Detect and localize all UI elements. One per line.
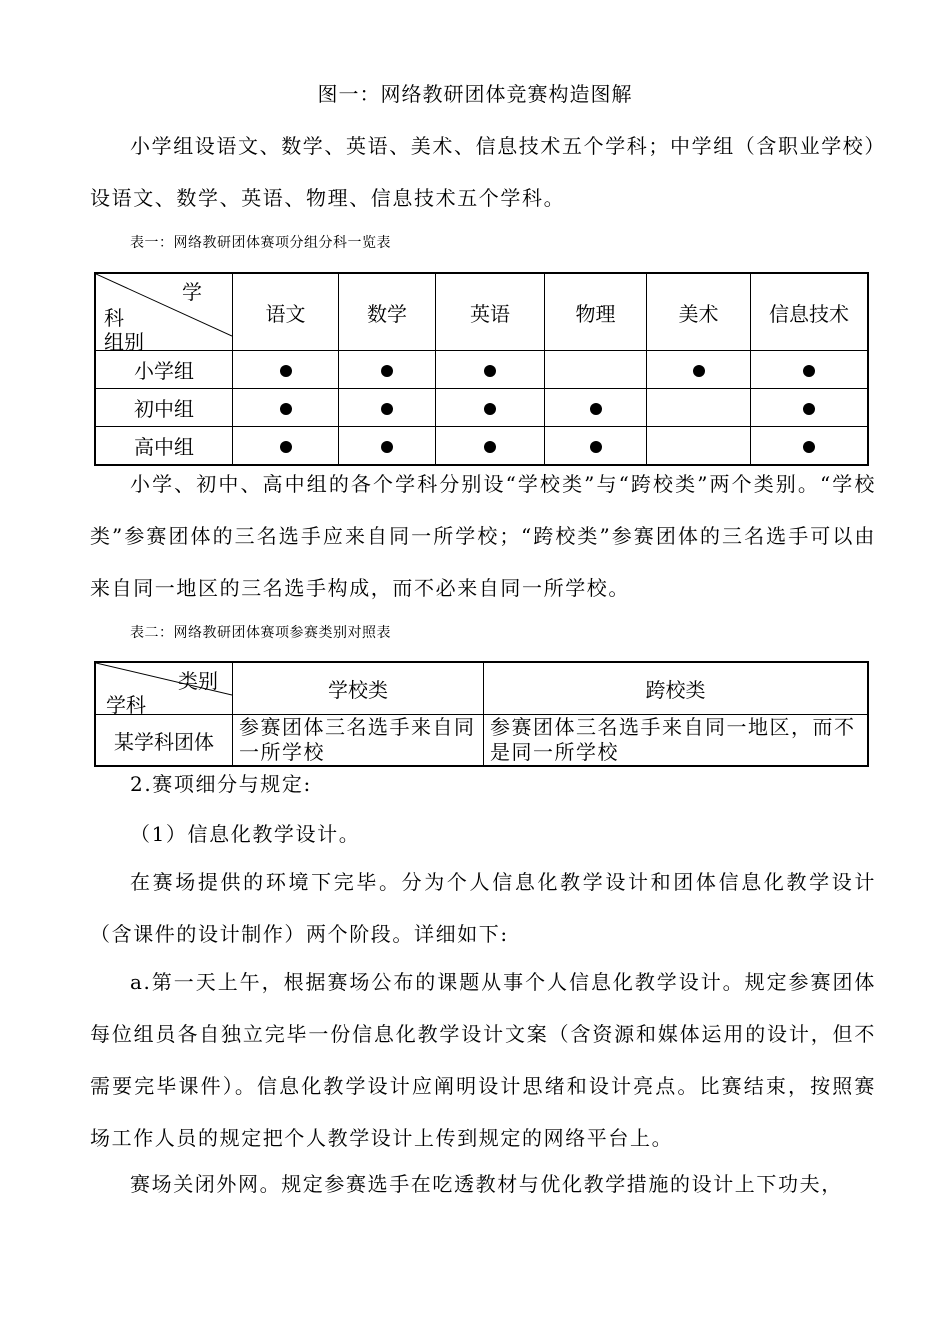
item-heading: （1）信息化教学设计。: [130, 822, 361, 846]
mark-cell: [233, 351, 339, 389]
availability-dot: [590, 441, 602, 453]
row-label: 高中组: [95, 427, 233, 466]
column-header-school: 学校类: [233, 662, 484, 715]
availability-dot: [381, 441, 393, 453]
availability-dot: [803, 441, 815, 453]
mark-cell: [339, 389, 436, 427]
subject-group-table: [94, 272, 869, 466]
column-header: 数学: [339, 273, 436, 351]
availability-dot: [381, 403, 393, 415]
column-header: 美术: [647, 273, 751, 351]
corner-label-subject-top: 学: [182, 280, 202, 304]
column-header-cross-school: 跨校类: [484, 662, 869, 715]
availability-dot: [484, 403, 496, 415]
column-header: 信息技术: [751, 273, 869, 351]
availability-dot: [803, 365, 815, 377]
column-header: 英语: [436, 273, 545, 351]
mark-cell: [545, 389, 647, 427]
mark-cell: [436, 389, 545, 427]
mark-cell: [751, 389, 869, 427]
corner-label-group: 组别: [104, 330, 144, 354]
mark-cell: [436, 351, 545, 389]
design-paragraph: 在赛场提供的环境下完毕。分为个人信息化教学设计和团体信息化教学设计（含课件的设计制作）两个阶段。详细如下:: [90, 870, 876, 946]
availability-dot: [484, 365, 496, 377]
table2-corner-cell: [95, 662, 233, 715]
corner-label-subject-mid: 科: [104, 306, 124, 330]
row-label: 小学组: [95, 351, 233, 389]
figure-title: 图一：网络教研团体竞赛构造图解: [317, 82, 633, 106]
availability-dot: [693, 365, 705, 377]
table-row: [95, 351, 868, 389]
availability-dot: [280, 403, 292, 415]
row-label: 初中组: [95, 389, 233, 427]
mark-cell: [233, 389, 339, 427]
cell-cross-school: 参赛团体三名选手来自同一地区，而不是同一所学校: [484, 715, 869, 767]
category-table: [94, 661, 869, 767]
availability-dot: [590, 403, 602, 415]
step-a-paragraph: a.第一天上午，根据赛场公布的课题从事个人信息化教学设计。规定参赛团体每位组员各自独立完毕一份信息化教学设计文案（含资源和媒体运用的设计，但不需要完毕课件）。信息化教学设计应阐明设计思绪和设计亮点。比赛结束，按照赛场工作人员的规定把个人教学设计上传到规定的网络平台上。: [90, 970, 876, 1150]
table-row: [95, 389, 868, 427]
table2-caption: 表二：网络教研团体赛项参赛类别对照表: [130, 625, 391, 641]
section-heading: 2.赛项细分与规定:: [130, 772, 312, 796]
intro-paragraph: 小学组设语文、数学、英语、美术、信息技术五个学科；中学组（含职业学校）设语文、数学、英语、物理、信息技术五个学科。: [90, 134, 876, 210]
availability-dot: [280, 365, 292, 377]
mark-cell: [545, 351, 647, 389]
availability-dot: [803, 403, 815, 415]
availability-dot: [381, 365, 393, 377]
cell-school: 参赛团体三名选手来自同一所学校: [233, 715, 484, 767]
mark-cell: [647, 389, 751, 427]
table1-caption: 表一：网络教研团体赛项分组分科一览表: [130, 235, 391, 251]
corner-label-category: 类别: [178, 669, 218, 693]
corner-label-subject: 学科: [106, 693, 146, 717]
closing-paragraph: 赛场关闭外网。规定参赛选手在吃透教材与优化教学措施的设计上下功夫，: [130, 1172, 843, 1196]
column-header: 语文: [233, 273, 339, 351]
category-paragraph: 小学、初中、高中组的各个学科分别设“学校类”与“跨校类”两个类别。“学校类”参赛团体的三名选手应来自同一所学校；“跨校类”参赛团体的三名选手可以由来自同一地区的三名选手构成，而不必来自同一所学校。: [90, 472, 876, 600]
column-header: 物理: [545, 273, 647, 351]
mark-cell: [339, 351, 436, 389]
row-label: 某学科团体: [95, 715, 233, 767]
availability-dot: [484, 441, 496, 453]
availability-dot: [280, 441, 292, 453]
table1-corner-cell: [95, 273, 233, 354]
mark-cell: [647, 351, 751, 389]
mark-cell: [751, 351, 869, 389]
